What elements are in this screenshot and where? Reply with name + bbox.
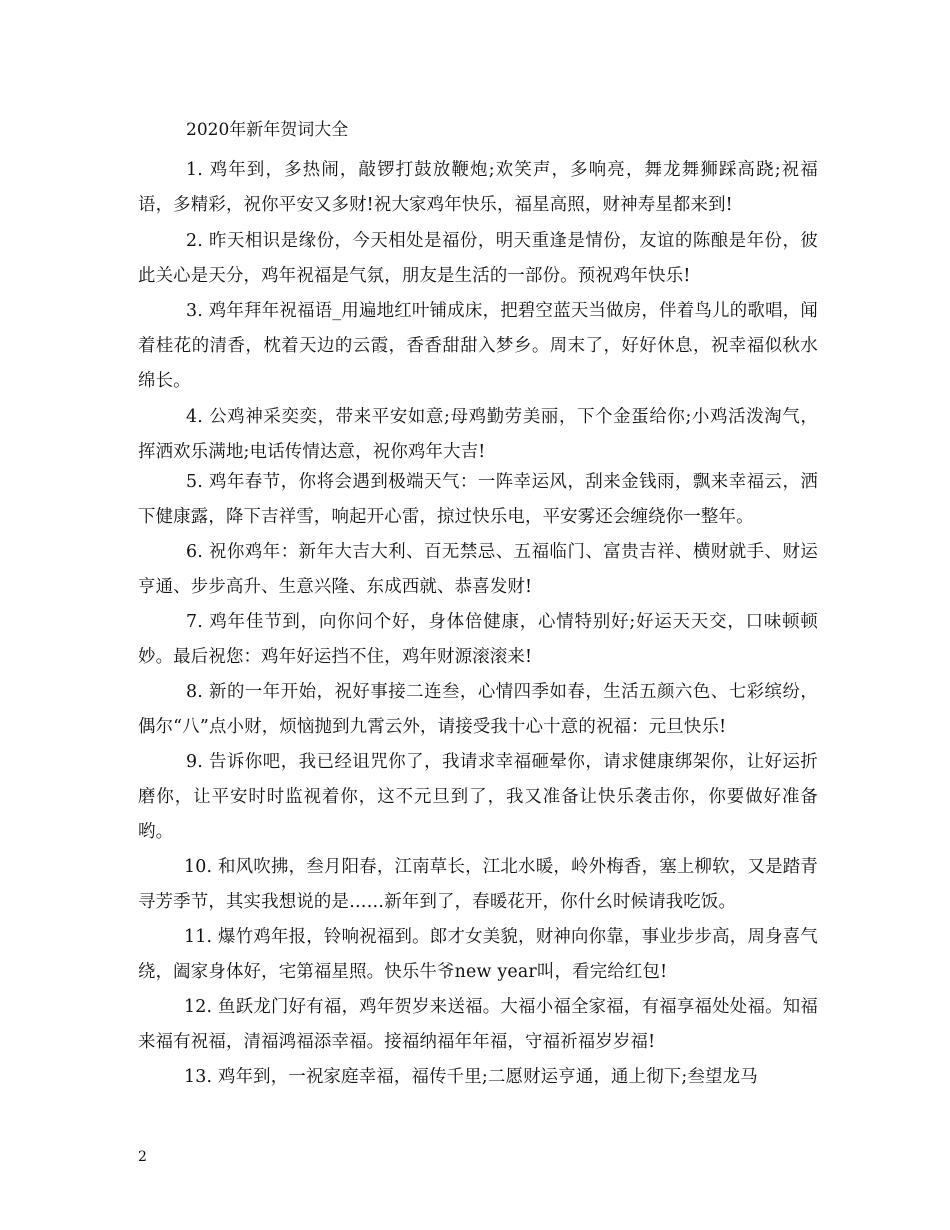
page-number: 2 [138, 1149, 147, 1165]
paragraph-4: 4. 公鸡神采奕奕，带来平安如意;母鸡勤劳美丽，下个金蛋给你;小鸡活泼淘气，挥洒欢乐满地;电话传情达意，祝你鸡年大吉! [138, 407, 818, 463]
paragraph-2: 2. 昨天相识是缘份，今天相处是福份，明天重逢是情份，友谊的陈酿是年份，彼此关心是天分，鸡年祝福是气氛，朋友是生活的一部份。预祝鸡年快乐! [138, 231, 818, 287]
paragraph-13: 13. 鸡年到，一祝家庭幸福，福传千里;二愿财运亨通，通上彻下;叁望龙马 [184, 1067, 758, 1087]
paragraph-9: 9. 告诉你吧，我已经诅咒你了，我请求幸福砸晕你，请求健康绑架你，让好运折磨你，让平安时时监视着你，这不元旦到了，我又准备让快乐袭击你，你要做好准备哟。 [138, 752, 818, 843]
paragraph-7: 7. 鸡年佳节到，向你问个好，身体倍健康，心情特别好;好运天天交，口味顿顿妙。最后祝您：鸡年好运挡不住，鸡年财源滚滚来! [138, 612, 818, 668]
paragraph-11: 11. 爆竹鸡年报，铃响祝福到。郎才女美貌，财神向你靠，事业步步高，周身喜气绕，阖家身体好，宅第福星照。快乐牛爷new year叫，看完给红包! [138, 927, 818, 983]
paragraph-8: 8. 新的一年开始，祝好事接二连叁，心情四季如春，生活五颜六色、七彩缤纷，偶尔“八”点小财，烦恼抛到九霄云外，请接受我十心十意的祝福：元旦快乐! [138, 682, 818, 738]
paragraph-12: 12. 鱼跃龙门好有福，鸡年贺岁来送福。大福小福全家福，有福享福处处福。知福来福有祝福，清福鸿福添幸福。接福纳福年年福，守福祈福岁岁福! [138, 997, 818, 1053]
paragraph-10: 10. 和风吹拂，叁月阳春，江南草长，江北水暖，岭外梅香，塞上柳软，又是踏青寻芳季节，其实我想说的是……新年到了，春暖花开，你什幺时候请我吃饭。 [138, 857, 818, 913]
paragraph-1: 1. 鸡年到，多热闹，敲锣打鼓放鞭炮;欢笑声，多响亮，舞龙舞狮踩高跷;祝福语，多精彩，祝你平安又多财!祝大家鸡年快乐，福星高照，财神寿星都来到! [138, 160, 818, 216]
paragraph-3: 3. 鸡年拜年祝福语_用遍地红叶铺成床，把碧空蓝天当做房，伴着鸟儿的歌唱，闻着桂花的清香，枕着天边的云霞，香香甜甜入梦乡。周末了，好好休息，祝幸福似秋水绵长。 [138, 301, 818, 392]
paragraph-6: 6. 祝你鸡年：新年大吉大利、百无禁忌、五福临门、富贵吉祥、横财就手、财运亨通、步步高升、生意兴隆、东成西就、恭喜发财! [138, 542, 818, 598]
document-title: 2020年新年贺词大全 [186, 120, 349, 140]
paragraph-5: 5. 鸡年春节，你将会遇到极端天气：一阵幸运风，刮来金钱雨，飘来幸福云，洒下健康露，降下吉祥雪，响起开心雷，掠过快乐电，平安雾还会缠绕你一整年。 [138, 472, 818, 528]
